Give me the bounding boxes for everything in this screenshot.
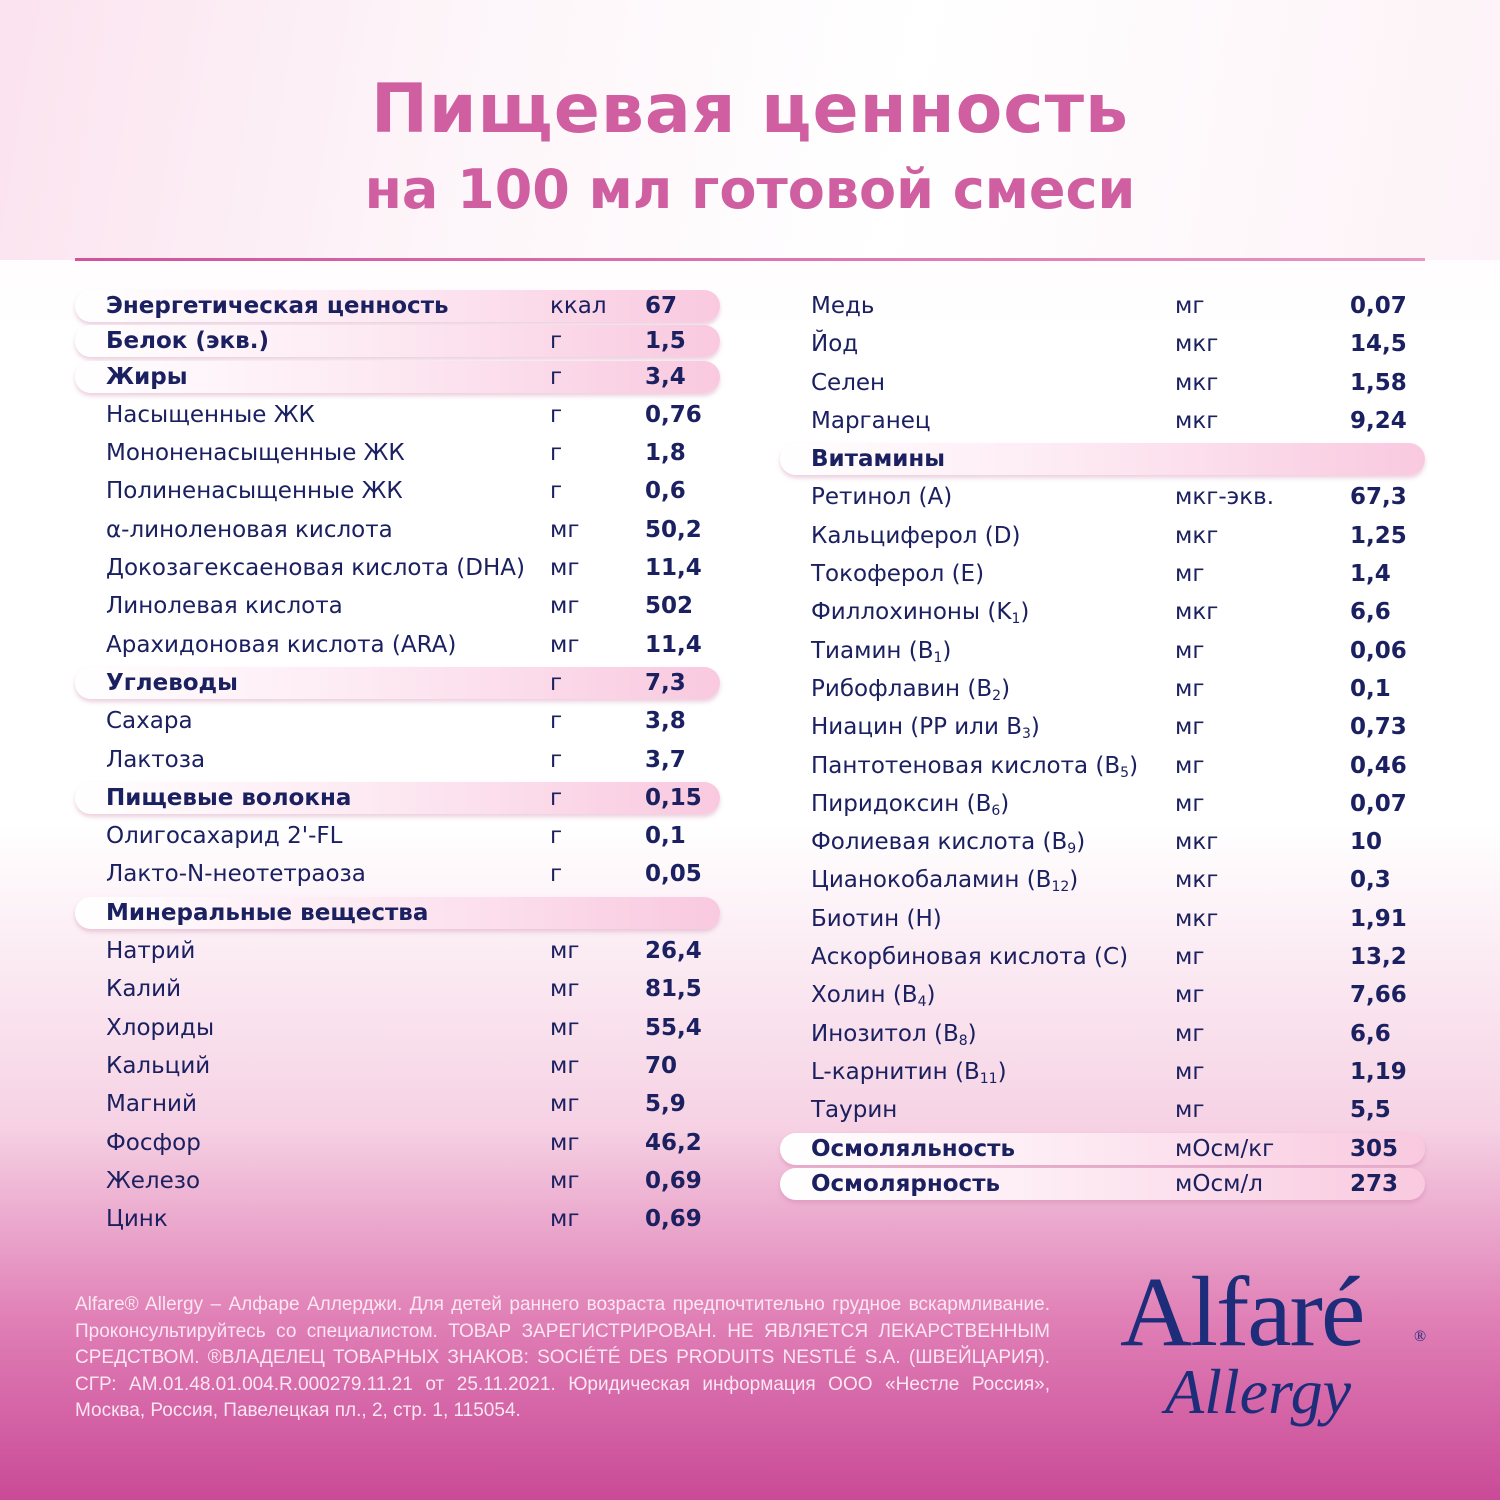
nutrient-value: 55,4 <box>645 1014 702 1041</box>
nutrient-unit: г <box>550 669 563 696</box>
nutrient-value: 0,05 <box>645 861 702 888</box>
table-row <box>75 1162 720 1200</box>
nutrient-value: 11,4 <box>645 555 702 582</box>
nutrient-name-text: Токоферол (Е) <box>811 561 985 588</box>
nutrition-table-left <box>75 287 720 1238</box>
nutrient-name-suffix: ) <box>926 982 936 1009</box>
nutrient-value: 3,4 <box>645 363 686 390</box>
nutrient-unit: мг <box>1175 752 1205 779</box>
nutrient-name <box>106 667 238 699</box>
brand-logo <box>1120 1256 1430 1427</box>
nutrient-unit: мкг <box>1175 829 1219 856</box>
nutrient-name <box>106 361 188 393</box>
nutrient-name <box>106 702 193 740</box>
nutrient-value: 5,5 <box>1350 1097 1391 1124</box>
nutrient-name-suffix: ) <box>997 1058 1007 1085</box>
nutrient-name <box>811 976 935 1014</box>
nutrient-name-text: Фолиевая кислота (B <box>811 829 1068 856</box>
table-row <box>780 632 1425 670</box>
nutrient-name <box>811 632 951 670</box>
nutrient-subscript: 8 <box>958 1032 968 1049</box>
nutrient-value: 502 <box>645 593 694 620</box>
nutrient-subscript: 9 <box>1067 841 1077 858</box>
nutrient-name <box>106 434 405 472</box>
section-header-row <box>75 897 720 929</box>
nutrient-name-text: Пищевые волокна <box>106 784 352 811</box>
nutrient-name-text: L-карнитин (B <box>811 1058 980 1085</box>
nutrient-value: 0,1 <box>1350 675 1391 702</box>
nutrient-value: 7,3 <box>645 669 686 696</box>
nutrient-name <box>106 290 449 322</box>
table-row <box>780 1053 1425 1091</box>
section-header-row <box>75 290 720 322</box>
nutrient-name <box>106 472 403 510</box>
table-row <box>75 549 720 587</box>
nutrient-name-suffix: ) <box>942 637 952 664</box>
nutrient-value: 0,07 <box>1350 293 1407 319</box>
section-header-row <box>780 1133 1425 1165</box>
nutrient-name-suffix: ) <box>967 1020 977 1047</box>
table-row <box>780 364 1425 402</box>
nutrient-unit: мОсм/л <box>1175 1170 1263 1197</box>
nutrient-name-text: Калий <box>106 976 182 1003</box>
nutrient-unit: г <box>550 784 563 811</box>
nutrient-name-text: Тиамин (B <box>811 637 934 664</box>
divider <box>75 258 1425 261</box>
nutrient-name <box>811 1133 1015 1165</box>
table-row <box>75 626 720 664</box>
nutrient-name <box>106 626 456 664</box>
nutrient-unit: мг <box>550 631 580 658</box>
nutrient-subscript: 12 <box>1051 879 1070 896</box>
table-row <box>75 511 720 549</box>
page-title: Пищевая ценность <box>370 70 1130 149</box>
nutrient-unit: мг <box>550 1206 580 1233</box>
nutrient-name <box>811 555 984 593</box>
nutrient-name <box>106 741 205 779</box>
nutrient-value: 13,2 <box>1350 944 1407 971</box>
table-row <box>75 932 720 970</box>
table-row <box>780 900 1425 938</box>
nutrient-name <box>811 402 931 440</box>
table-row <box>780 976 1425 1014</box>
nutrient-unit: г <box>550 708 563 735</box>
table-row <box>75 1047 720 1085</box>
nutrient-value: 50,2 <box>645 516 702 543</box>
nutrient-unit: г <box>550 440 563 467</box>
nutrient-name <box>106 396 315 434</box>
table-row <box>780 747 1425 785</box>
nutrient-name <box>106 855 366 893</box>
table-row <box>75 855 720 893</box>
nutrient-subscript: 11 <box>979 1070 998 1087</box>
nutrient-value: 0,1 <box>645 823 686 850</box>
nutrient-unit: мг <box>550 555 580 582</box>
nutrient-name <box>106 549 525 587</box>
nutrient-name-text: Углеводы <box>106 669 238 696</box>
table-row <box>75 1085 720 1123</box>
nutrient-name <box>106 970 181 1008</box>
nutrient-name-text: Ретинол (А) <box>811 484 953 511</box>
nutrient-name <box>811 364 885 402</box>
nutrient-name <box>811 478 952 516</box>
nutrient-name <box>106 1200 168 1238</box>
nutrient-name-text: Линолевая кислота <box>106 593 343 620</box>
nutrient-name-text: Натрий <box>106 938 196 965</box>
nutrient-name <box>811 900 942 938</box>
nutrient-unit: мг <box>550 1052 580 1079</box>
nutrient-value: 67 <box>645 293 678 319</box>
nutrient-value: 1,19 <box>1350 1058 1407 1085</box>
nutrient-name <box>811 938 1128 976</box>
table-row <box>780 555 1425 593</box>
nutrient-name <box>811 861 1078 899</box>
nutrient-name <box>106 782 351 814</box>
nutrient-name <box>106 587 343 625</box>
nutrient-name-text: Белок (экв.) <box>106 328 269 355</box>
nutrient-name <box>106 897 428 929</box>
nutrient-name-text: Полиненасыщенные ЖК <box>106 478 403 505</box>
nutrient-name <box>811 1015 977 1053</box>
nutrient-value: 273 <box>1350 1170 1399 1197</box>
nutrient-unit: мг <box>550 938 580 965</box>
nutrient-name <box>811 670 1010 708</box>
table-row <box>780 287 1425 325</box>
nutrient-name <box>811 287 874 325</box>
nutrient-value: 81,5 <box>645 976 702 1003</box>
nutrient-value: 67,3 <box>1350 484 1407 511</box>
nutrient-name-text: Марганец <box>811 407 931 434</box>
nutrient-unit: г <box>550 401 563 428</box>
nutrient-name <box>106 511 393 549</box>
table-row <box>75 1200 720 1238</box>
nutrient-value: 0,46 <box>1350 752 1407 779</box>
nutrient-value: 0,3 <box>1350 867 1391 894</box>
nutrient-name <box>811 785 1009 823</box>
nutrient-name-text: Цинк <box>106 1206 168 1233</box>
nutrient-unit: мг <box>1175 1058 1205 1085</box>
nutrient-name-text: Фосфор <box>106 1129 201 1156</box>
nutrient-value: 14,5 <box>1350 331 1407 358</box>
nutrient-value: 0,6 <box>645 478 686 505</box>
table-row <box>780 938 1425 976</box>
nutrient-name <box>811 593 1029 631</box>
nutrient-name <box>106 1009 214 1047</box>
nutrient-name-text: Осмолярность <box>811 1170 1001 1197</box>
nutrient-value: 11,4 <box>645 631 702 658</box>
nutrient-value: 0,73 <box>1350 714 1407 741</box>
nutrient-name-text: Кальций <box>106 1052 211 1079</box>
nutrient-value: 1,25 <box>1350 522 1407 549</box>
table-row <box>75 587 720 625</box>
nutrient-name <box>811 823 1085 861</box>
table-row <box>780 708 1425 746</box>
nutrient-name-text: Лакто-N-неотетраоза <box>106 861 366 888</box>
nutrient-name-suffix: ) <box>1076 829 1086 856</box>
nutrient-subscript: 5 <box>1120 764 1130 781</box>
nutrient-value: 0,07 <box>1350 790 1407 817</box>
nutrient-name <box>811 747 1138 785</box>
nutrient-unit: мг <box>550 593 580 620</box>
nutrient-unit: мкг <box>1175 867 1219 894</box>
logo-brand: Alfaré <box>1120 1256 1364 1367</box>
nutrient-name-text: Селен <box>811 369 886 396</box>
section-header-row <box>75 361 720 393</box>
nutrient-name-text: Пиридоксин (B <box>811 790 992 817</box>
nutrient-name-text: Докозагексаеновая кислота (DHA) <box>106 555 525 582</box>
section-header-row <box>75 782 720 814</box>
nutrient-unit: мг <box>550 1091 580 1118</box>
nutrient-unit: мОсм/кг <box>1175 1135 1275 1162</box>
nutrient-name-text: Жиры <box>106 363 188 390</box>
nutrient-subscript: 2 <box>992 687 1002 704</box>
nutrient-unit: мкг <box>1175 522 1219 549</box>
nutrient-unit: мг <box>1175 675 1205 702</box>
nutrient-name-text: Филлохиноны (K <box>811 599 1012 626</box>
nutrient-name-text: Биотин (H) <box>811 905 942 932</box>
nutrient-name-text: Кальциферол (D) <box>811 522 1021 549</box>
nutrient-value: 46,2 <box>645 1129 702 1156</box>
nutrient-name-text: Арахидоновая кислота (ARA) <box>106 631 457 658</box>
nutrient-name-text: Магний <box>106 1091 197 1118</box>
nutrient-name <box>811 1091 897 1129</box>
nutrient-unit: г <box>550 363 563 390</box>
nutrient-name-text: Медь <box>811 293 875 319</box>
nutrient-unit: мкг <box>1175 905 1219 932</box>
table-row <box>75 434 720 472</box>
nutrient-unit: мг <box>550 1129 580 1156</box>
table-row <box>780 670 1425 708</box>
section-header-row <box>75 325 720 357</box>
table-row <box>75 702 720 740</box>
logo-line2: Allergy <box>1165 1356 1351 1427</box>
nutrient-name <box>811 1168 1000 1200</box>
nutrient-name <box>106 1124 201 1162</box>
table-row <box>780 785 1425 823</box>
nutrient-unit: мг <box>1175 1020 1205 1047</box>
table-row <box>780 517 1425 555</box>
nutrient-unit: мг <box>1175 1097 1205 1124</box>
table-row <box>75 1009 720 1047</box>
nutrient-name <box>811 708 1040 746</box>
nutrient-name-text: Холин (B <box>811 982 918 1009</box>
nutrient-name <box>106 932 195 970</box>
nutrient-unit: мкг-экв. <box>1175 484 1275 511</box>
nutrient-name-suffix: ) <box>1020 599 1030 626</box>
nutrient-value: 6,6 <box>1350 1020 1391 1047</box>
nutrient-name-suffix: ) <box>1030 714 1040 741</box>
nutrient-name-text: Насыщенные ЖК <box>106 401 315 428</box>
nutrient-name-text: Йод <box>811 331 859 358</box>
nutrient-value: 0,15 <box>645 784 702 811</box>
nutrient-unit: мг <box>1175 982 1205 1009</box>
table-row <box>75 817 720 855</box>
nutrient-value: 6,6 <box>1350 599 1391 626</box>
section-header-row <box>780 443 1425 475</box>
nutrient-unit: мг <box>1175 944 1205 971</box>
nutrient-name <box>811 517 1020 555</box>
nutrient-value: 1,4 <box>1350 561 1391 588</box>
nutrient-name-text: Осмоляльность <box>811 1135 1015 1162</box>
nutrient-value: 0,69 <box>645 1167 702 1194</box>
nutrient-name <box>106 1162 200 1200</box>
table-row <box>780 478 1425 516</box>
nutrient-value: 7,66 <box>1350 982 1407 1009</box>
nutrient-unit: мг <box>550 516 580 543</box>
table-row <box>75 472 720 510</box>
nutrient-value: 0,06 <box>1350 637 1407 664</box>
nutrient-name-text: Железо <box>106 1167 201 1194</box>
nutrient-value: 10 <box>1350 829 1383 856</box>
nutrient-unit: г <box>550 746 563 773</box>
nutrient-unit: мг <box>1175 293 1205 319</box>
nutrient-unit: мг <box>550 976 580 1003</box>
nutrient-name-suffix: ) <box>1069 867 1079 894</box>
table-row <box>780 402 1425 440</box>
nutrient-value: 0,76 <box>645 401 702 428</box>
nutrient-name-text: Олигосахарид 2'-FL <box>106 823 343 850</box>
logo-registered-mark: ® <box>1414 1328 1427 1345</box>
nutrient-unit: мкг <box>1175 407 1219 434</box>
table-row <box>780 861 1425 899</box>
nutrient-unit: г <box>550 478 563 505</box>
nutrient-name-text: Энергетическая ценность <box>106 293 449 319</box>
nutrient-name-text: α-линоленовая кислота <box>106 516 393 543</box>
nutrient-subscript: 4 <box>917 994 927 1011</box>
nutrient-unit: мкг <box>1175 369 1219 396</box>
nutrient-name-text: Ниацин (PP или B <box>811 714 1022 741</box>
nutrient-unit: мг <box>1175 637 1205 664</box>
nutrient-name-text: Цианокобаламин (B <box>811 867 1052 894</box>
nutrient-value: 9,24 <box>1350 407 1407 434</box>
nutrient-unit: мг <box>1175 714 1205 741</box>
table-row <box>75 741 720 779</box>
nutrient-value: 1,5 <box>645 328 686 355</box>
nutrient-value: 26,4 <box>645 938 702 965</box>
nutrient-value: 305 <box>1350 1135 1399 1162</box>
nutrient-name-text: Таурин <box>811 1097 898 1124</box>
nutrient-name-suffix: ) <box>1129 752 1139 779</box>
nutrient-subscript: 3 <box>1022 726 1031 743</box>
nutrient-unit: г <box>550 861 563 888</box>
nutrient-name-text: Рибофлавин (B <box>811 675 993 702</box>
nutrient-name-text: Витамины <box>811 446 946 473</box>
section-header-row <box>75 667 720 699</box>
nutrient-value: 1,8 <box>645 440 686 467</box>
nutrient-value: 1,58 <box>1350 369 1407 396</box>
nutrient-unit: мг <box>1175 561 1205 588</box>
table-row <box>780 1091 1425 1129</box>
nutrient-unit: мкг <box>1175 331 1219 358</box>
nutrient-name-text: Лактоза <box>106 746 206 773</box>
nutrient-name <box>106 1085 197 1123</box>
legal-footer: Alfare® Allergy – Алфаре Аллерджи. Для детей раннего возраста предпочтительно грудное вскармливание. Проконсультируйтесь со специалистом. ТОВАР ЗАРЕГИСТРИРОВАН. НЕ ЯВЛЯЕТСЯ ЛЕКАРСТВЕННЫМ СРЕДСТВОМ. ®ВЛАДЕЛЕЦ ТОВАРНЫХ ЗНАКОВ: SOCIÉTÉ DES PRODUITS NESTLÉ S.A. (ШВЕЙЦАРИЯ). СГР: AM.01.48.01.004.R.000279.11.21 от 25.11.2021. Юридическая информация ООО «Нестле Россия», Москва, Россия, Павелецкая пл., 2, стр. 1, 115054. <box>75 1294 1050 1421</box>
nutrient-name-suffix: ) <box>1001 675 1011 702</box>
nutrient-value: 3,7 <box>645 746 686 773</box>
nutrient-name-text: Аскорбиновая кислота (C) <box>811 944 1129 971</box>
nutrient-name <box>106 325 269 357</box>
table-row <box>780 1015 1425 1053</box>
table-row <box>780 325 1425 363</box>
table-row <box>75 396 720 434</box>
nutrient-unit: г <box>550 823 563 850</box>
nutrient-name <box>811 1053 1007 1091</box>
nutrient-name <box>811 325 858 363</box>
nutrient-name-text: Пантотеновая кислота (B <box>811 752 1121 779</box>
nutrient-unit: г <box>550 328 563 355</box>
nutrient-name-text: Инозитол (B <box>811 1020 959 1047</box>
nutrient-name-text: Хлориды <box>106 1014 215 1041</box>
nutrient-value: 0,69 <box>645 1206 702 1233</box>
nutrition-table-right <box>780 287 1425 1203</box>
nutrient-name-suffix: ) <box>1000 790 1010 817</box>
table-row <box>780 823 1425 861</box>
table-row <box>75 970 720 1008</box>
nutrient-name-text: Сахара <box>106 708 193 735</box>
table-row <box>75 1124 720 1162</box>
table-row <box>780 593 1425 631</box>
nutrient-name <box>106 1047 210 1085</box>
section-header-row <box>780 1168 1425 1200</box>
nutrient-name-text: Минеральные вещества <box>106 899 429 926</box>
nutrient-value: 3,8 <box>645 708 686 735</box>
nutrient-subscript: 1 <box>1011 611 1021 628</box>
nutrient-name-text: Мононенасыщенные ЖК <box>106 440 405 467</box>
nutrient-value: 1,91 <box>1350 905 1407 932</box>
nutrient-unit: мг <box>550 1014 580 1041</box>
nutrient-subscript: 6 <box>991 802 1001 819</box>
nutrient-name <box>811 443 945 475</box>
nutrient-value: 5,9 <box>645 1091 686 1118</box>
nutrient-value: 70 <box>645 1052 678 1079</box>
nutrient-unit: мкг <box>1175 599 1219 626</box>
nutrient-unit: мг <box>1175 790 1205 817</box>
page-subtitle: на 100 мл готовой смеси <box>364 158 1136 221</box>
nutrient-unit: ккал <box>550 293 607 319</box>
nutrient-name <box>106 817 342 855</box>
nutrient-subscript: 1 <box>933 649 943 666</box>
nutrient-unit: мг <box>550 1167 580 1194</box>
